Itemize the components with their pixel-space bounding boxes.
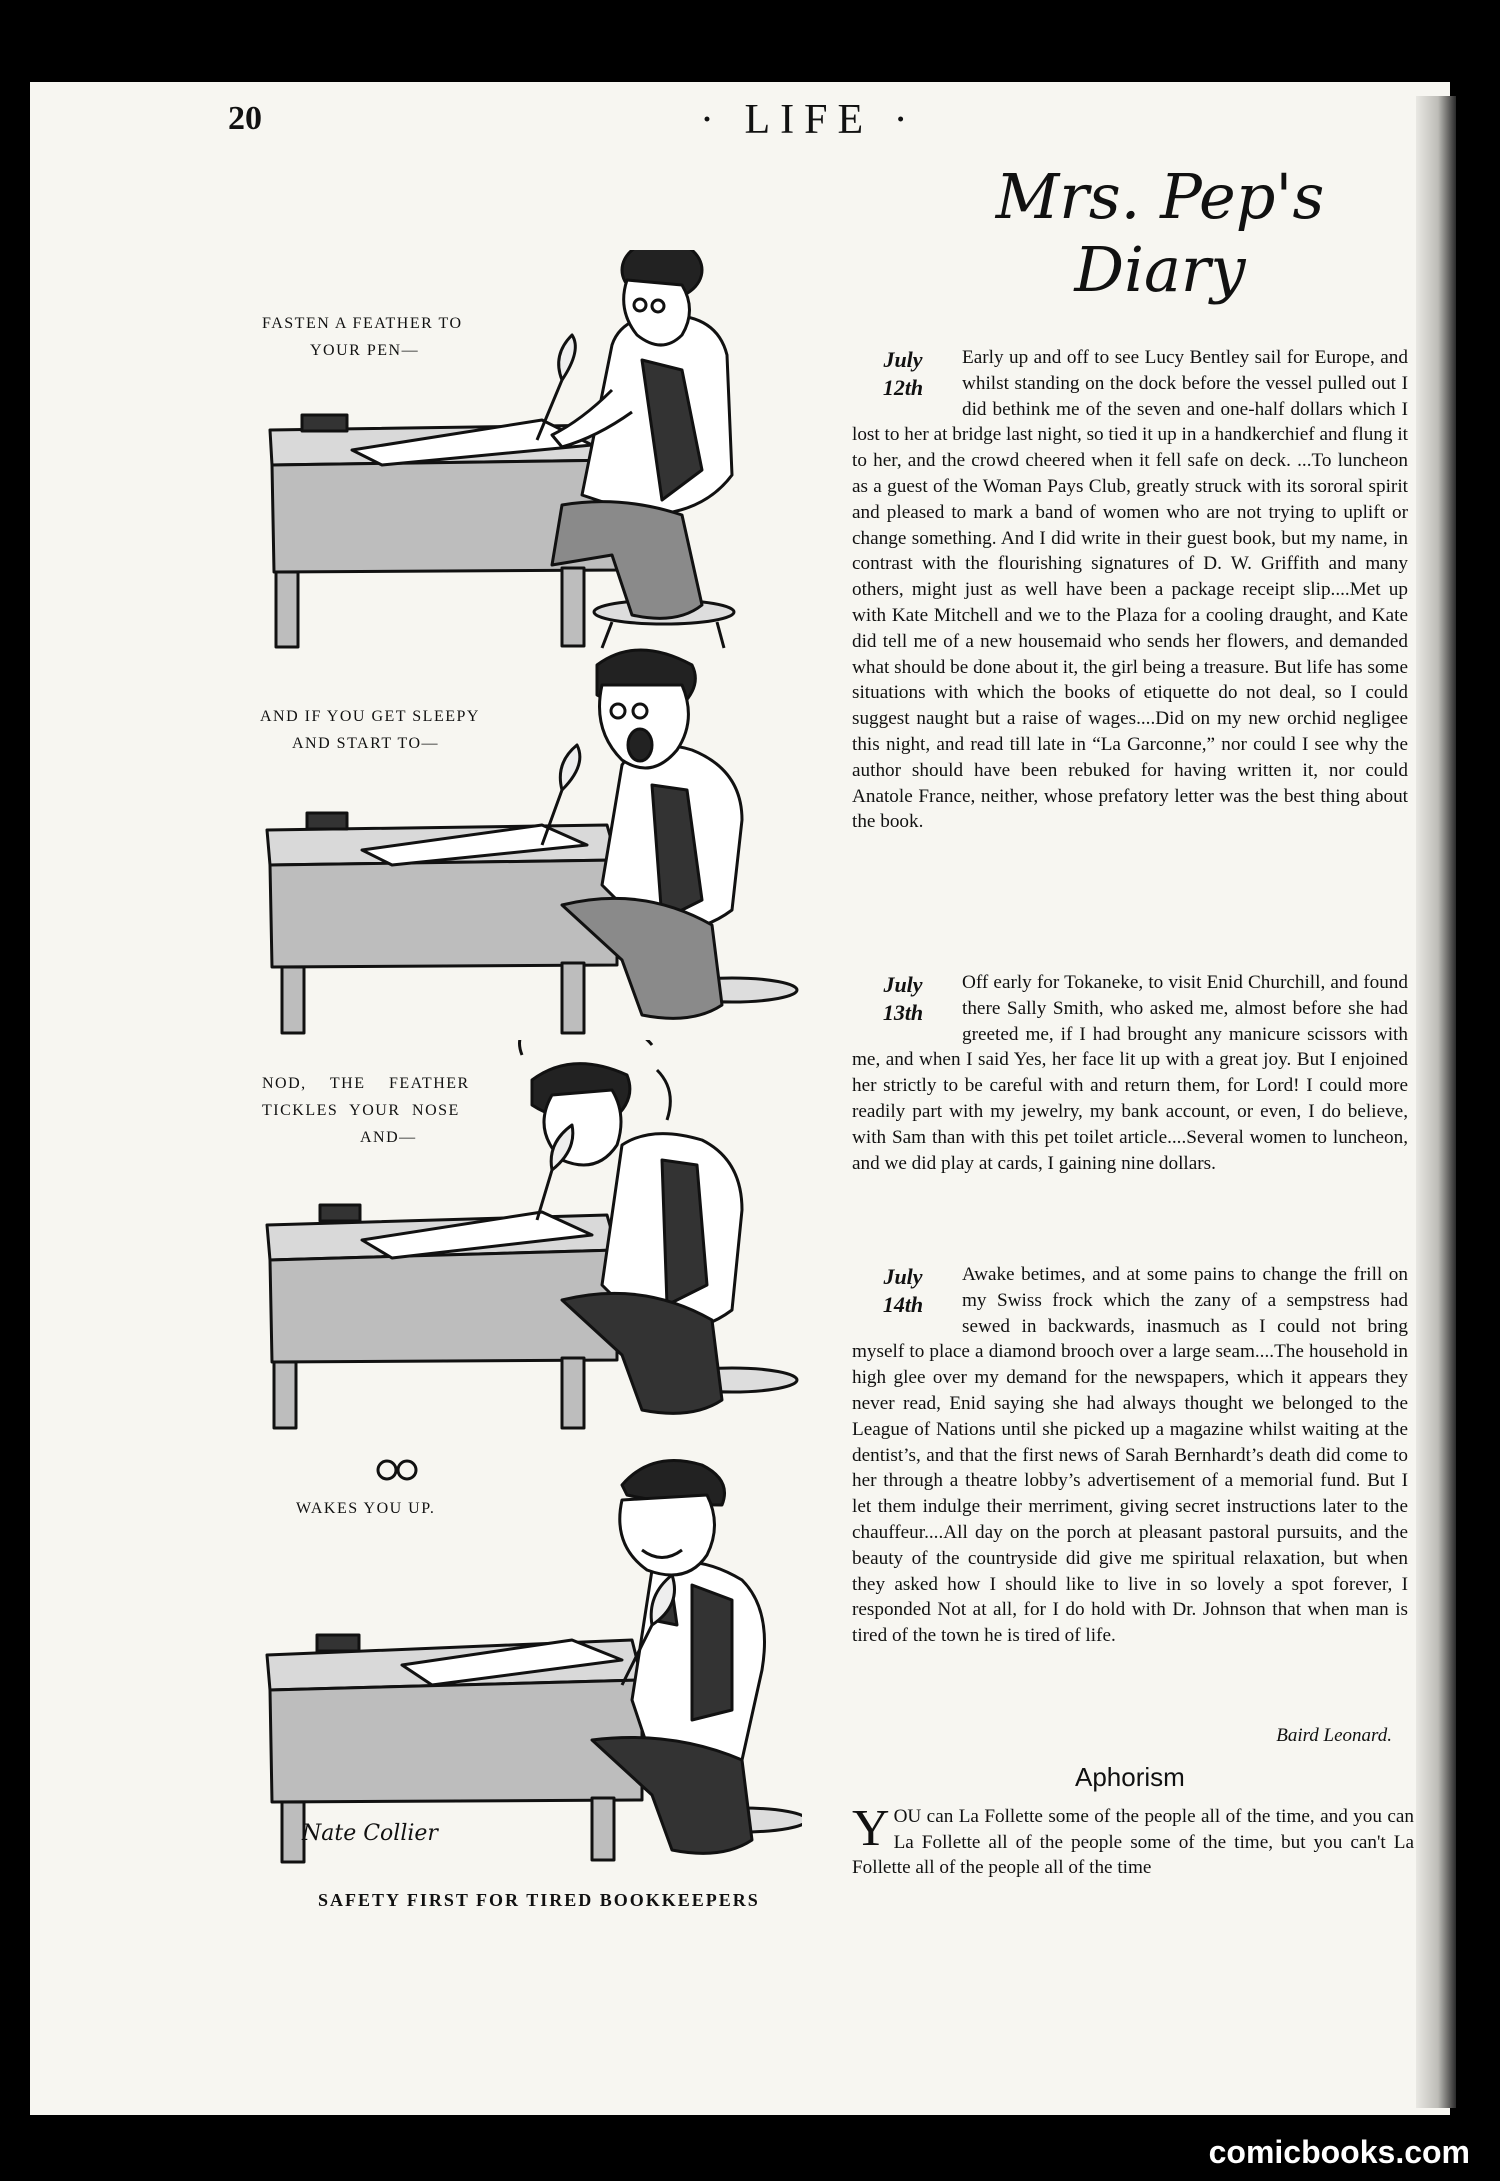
entry-month: July xyxy=(883,972,923,997)
nodding-bookkeeper-illustration xyxy=(262,1040,802,1430)
diary-entry-july-13 xyxy=(852,970,1408,1176)
masthead: · LIFE · xyxy=(700,97,918,143)
awake-bookkeeper-illustration xyxy=(262,1440,802,1870)
entry-date xyxy=(852,345,954,402)
author-signature: Baird Leonard. xyxy=(1276,1725,1392,1746)
aphorism-title: Aphorism xyxy=(1075,1762,1185,1792)
cartoon-panel-2 xyxy=(262,645,802,1035)
panel-2-caption-line: AND START TO— xyxy=(292,735,440,752)
page-number: 20 xyxy=(228,100,262,137)
panel-2-caption-line: AND IF YOU GET SLEEPY xyxy=(260,708,480,725)
diary-title: Mrs. Pep's Diary xyxy=(995,160,1325,306)
entry-text: Early up and off to see Lucy Bentley sail for Europe, and whilst standing on the dock before the vessel pulled out I did bethink me of the seven and one-half dollars which I lost to her at bridge last night, so tied it up in a handkerchief and flung it to her, and the crowd cheered when it fell safe on deck. ...To luncheon as a guest of the Woman Pays Club, greatly struck with its sororal spirit and pleased to mark a band of women who are not trying to uplift or change something. And I did write in their guest book, but my name, in contrast with the flourishing signatures of D. W. Griffith and many others, might just as well have been a package receipt slip....Met up with Kate Mitchell and we to the Plaza for a cooling draught, and Kate did tell me of a new housemaid who sends her flowers, and demanded what should be done about it, the girl being a treasure. But life has some situations with which the books of etiquette do not deal, so I could suggest naught but a raise of wages....Did on my new orchid negligee this night, and read till late in “La Garconne,” nor could I see why the author should have been rebuked for having written it, nor could Anatole France, neither, whose prefatory letter was the best thing about the book. xyxy=(852,347,1408,833)
artist-signature: Nate Collier xyxy=(302,1821,438,1846)
panel-1-caption-line: FASTEN A FEATHER TO xyxy=(262,315,463,332)
entry-month: July xyxy=(883,1264,923,1289)
entry-date xyxy=(852,970,954,1027)
entry-day: 14th xyxy=(882,1292,924,1317)
sleepy-bookkeeper-illustration xyxy=(262,645,802,1035)
cartoon-title: SAFETY FIRST FOR TIRED BOOKKEEPERS xyxy=(318,1890,760,1910)
drop-cap: Y xyxy=(852,1800,890,1857)
panel-3-caption-line: AND— xyxy=(360,1129,417,1146)
panel-4-caption: WAKES YOU UP. xyxy=(296,1500,436,1517)
cartoon-panel-1 xyxy=(262,250,802,650)
diary-entry-july-14 xyxy=(852,1262,1408,1649)
cartoon-panel-3 xyxy=(262,1040,802,1430)
aphorism-text xyxy=(852,1800,1414,1881)
watermark: comicbooks.com xyxy=(1208,2134,1470,2170)
page-spine-shadow xyxy=(1416,96,1456,2108)
panel-1-caption-line: YOUR PEN— xyxy=(310,342,420,359)
entry-month: July xyxy=(883,347,923,372)
diary-entry-july-12 xyxy=(852,345,1408,835)
entry-date xyxy=(852,1262,954,1319)
cartoon-panel-4 xyxy=(262,1440,802,1870)
entry-day: 13th xyxy=(882,1000,924,1025)
aphorism-body: OU can La Follette some of the people all of the time, and you can La Follette all of the people some of the time, but you can't La Follette all of the people all of the time xyxy=(852,1806,1414,1879)
panel-3-caption-line: TICKLES YOUR NOSE xyxy=(262,1102,460,1119)
entry-day: 12th xyxy=(882,375,924,400)
bookkeeper-writing-illustration xyxy=(262,250,802,650)
entry-text: Off early for Tokaneke, to visit Enid Churchill, and found there Sally Smith, who asked me, almost before she had greeted me, if I had brought any manicure scissors with me, and when I said Yes, her face lit up with a great joy. But I enjoined her strictly to be careful with and return them, for Lord! I could more readily part with my jewelry, my bank account, or even, I do believe, with Sam than with this pet toilet article....Several women to luncheon, and we did play at cards, I gaining nine dollars. xyxy=(852,972,1408,1174)
panel-3-caption-line: NOD, THE FEATHER xyxy=(262,1075,470,1092)
entry-text: Awake betimes, and at some pains to change the frill on my Swiss frock which the zany of a sempstress had sewed in backwards, inasmuch as I could not bring myself to place a diamond brooch over a large seam....The household in high glee over my demand for the newspapers, which it appears they never read, Enid saying she had always thought we belonged to the League of Nations until she picked up a magazine whilst waiting at the dentist’s, and that the first news of Sarah Bernhardt’s death did come to her through a theatre lobby’s advertisement of a memorial fund. But I let them indulge their merriment, giving secret instructions later to the chauffeur....All day on the porch at pleasant pastoral pursuits, and the beauty of the countryside did give me spiritual relaxation, but when they asked how I should like to live in so lovely a spot forever, I responded Not at all, for I do hold with Dr. Johnson that when man is tired of the town he is tired of life. xyxy=(852,1264,1408,1647)
